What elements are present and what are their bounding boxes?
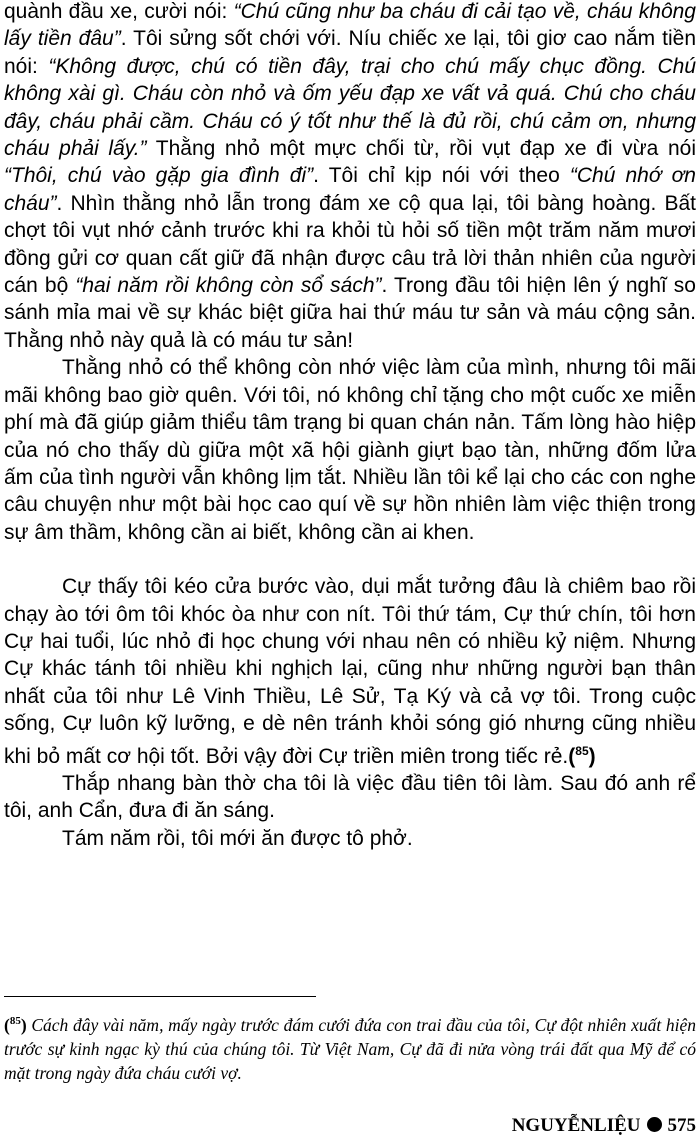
bullet-icon	[647, 1117, 662, 1132]
text-segment: quành đầu xe, cười nói:	[4, 0, 234, 23]
text-segment: Thằng nhỏ có thể không còn nhớ việc làm của mình, nhưng tôi mãi mãi không bao giờ quên. Với tôi, nó không chỉ tặng cho một cuốc xe miễn phí mà đã giúp giảm thiểu tâm trạng bi quan chán nản. Tấm lòng hào hiệp của nó cho thấy dù giữa một xã hội giành giựt bạo tàn, những đốm lửa ấm của tình người vẫn không lịm tắt. Nhiều lần tôi kể lại cho các con nghe câu chuyện như một bài học cao quí về sự hồn nhiên làm việc thiện trong sự âm thầm, không cần ai biết, không cần ai khen.	[4, 356, 696, 544]
text-segment: . Trong đầu tôi hiện lên ý nghĩ so sánh mỉa mai về sự khác biệt giữa hai thứ máu tư sản và máu cộng sản. Thằng nhỏ này quả là có máu tư sản!	[4, 274, 696, 352]
text-segment: . Tôi chỉ kịp nói với theo	[313, 164, 570, 188]
quote-text: “Chú nhớ ơn cháu”	[4, 164, 696, 215]
quote-text: “Thôi, chú vào gặp gia đình đi”	[4, 164, 314, 188]
page-number: 575	[667, 1115, 696, 1136]
paragraph	[4, 573, 696, 770]
page-footer	[512, 1115, 696, 1137]
text-segment: . Tôi sửng sốt chới với. Níu chiếc xe lại, tôi giơ cao nắm tiền nói:	[4, 27, 696, 78]
quote-text: “Chú cũng như ba cháu đi cải tạo về, cháu không lấy tiền đâu”	[4, 0, 696, 51]
footnote-marker: ($^{85}$)	[4, 1014, 27, 1035]
paragraph	[4, 825, 696, 852]
paragraph	[4, 0, 696, 354]
paragraph	[4, 354, 696, 546]
main-text	[4, 0, 696, 852]
text-segment: Thắp nhang bàn thờ cha tôi là việc đầu tiên tôi làm. Sau đó anh rể tôi, anh Cẩn, đưa đi ăn sáng.	[4, 771, 696, 823]
text-segment: Tám năm rồi, tôi mới ăn được tô phở.	[62, 826, 413, 850]
footnote-divider	[4, 996, 316, 997]
footnote	[4, 1009, 696, 1085]
quote-text: “hai năm rồi không còn sổ sách”	[75, 274, 382, 298]
footnote-text: Cách đây vài năm, mấy ngày trước đám cưới đứa con trai đầu của tôi, Cự đột nhiên xuất hiện trước sự kinh ngạc kỳ thú của chúng tôi. Từ Việt Nam, Cự đã đi nửa vòng trái đất qua Mỹ để có mặt trong ngày đứa cháu cưới vợ.	[4, 1014, 696, 1083]
text-segment: . Nhìn thằng nhỏ lẫn trong đám xe cộ qua lại, tôi bàng hoàng. Bất chợt tôi vụt nhớ cảnh trước khi ra khỏi tù hỏi số tiền một trăm năm mươi đồng gửi cơ quan cất giữ đã nhận được câu trả lời thản nhiên của người cán bộ	[4, 191, 696, 298]
paragraph	[4, 770, 696, 825]
text-segment: Thằng nhỏ một mực chối từ, rồi vụt đạp xe đi vừa nói	[146, 137, 696, 161]
text-segment: Cự thấy tôi kéo cửa bước vào, dụi mắt tưởng đâu là chiêm bao rồi chạy ào tới ôm tôi khóc òa như con nít. Tôi thứ tám, Cự thứ chín, tôi hơn Cự hai tuổi, lúc nhỏ đi học chung với nhau nên có nhiều kỷ niệm. Nhưng Cự khác tánh tôi nhiều khi nghịch lại, cũng như những người bạn thân nhất của tôi như Lê Vinh Thiều, Lê Sử, Tạ Ký và cả vợ tôi. Trong cuộc sống, Cự luôn kỹ lưỡng, e dè nên tránh khỏi sóng gió nhưng cũng nhiều khi bỏ mất cơ hội tốt. Bởi vậy đời Cự triền miên trong tiếc rẻ.	[4, 575, 696, 768]
author-name: NGUYỄNLIỆU	[511, 1115, 641, 1136]
quote-text: “Không được, chú có tiền đây, trại cho chú mấy chục đồng. Chú không xài gì. Cháu còn nhỏ và ốm yếu đạp xe vất vả quá. Chú cho cháu đây, cháu phải cầm. Cháu có ý tốt như thế là đủ rồi, chú cảm ơn, nhưng cháu phải lấy.”	[4, 54, 696, 161]
footnote-reference[interactable]: ($^{85}$)	[568, 743, 596, 768]
